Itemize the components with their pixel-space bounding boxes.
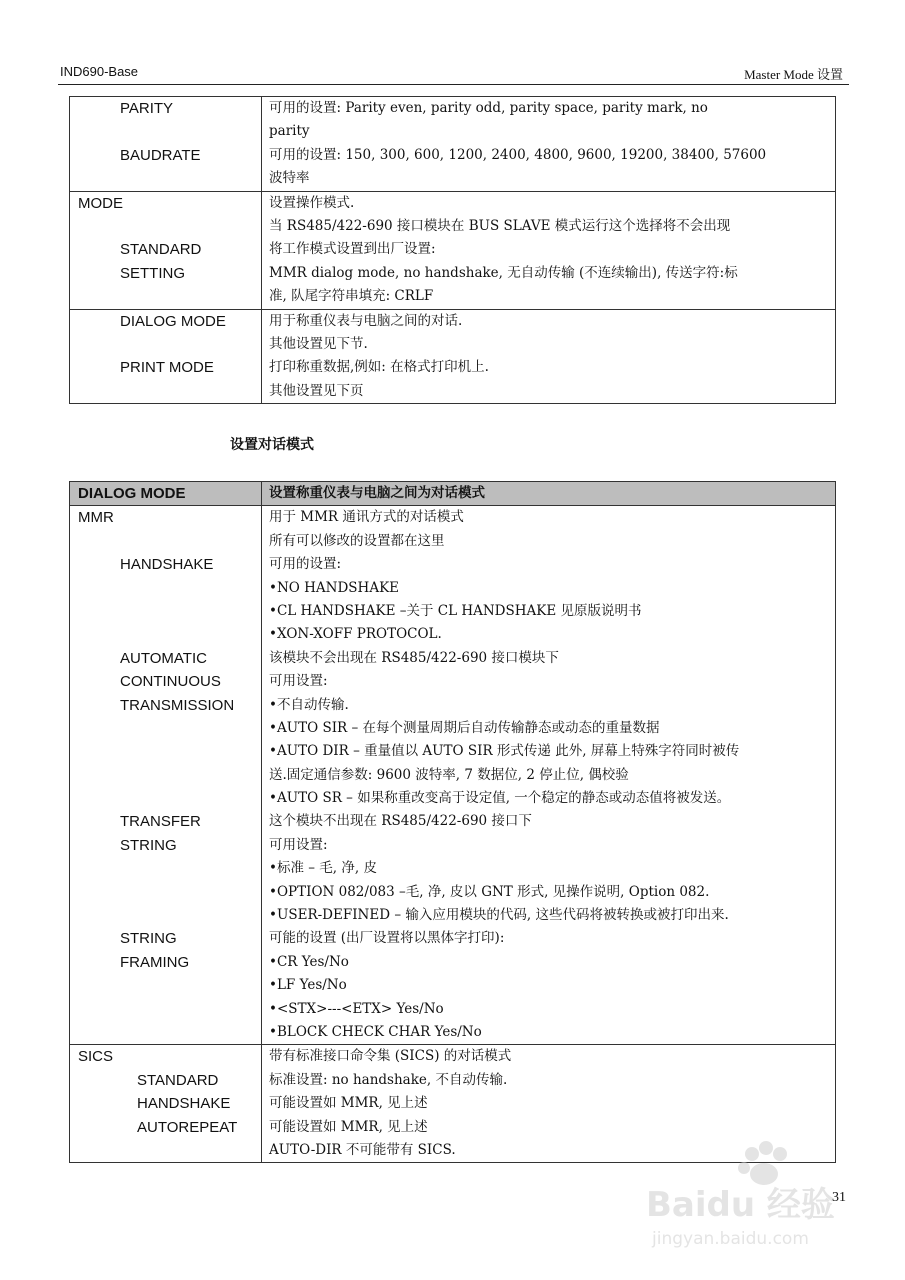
setting-description: •OPTION 082/083 –毛, 净, 皮以 GNT 形式, 见操作说明, Option 082. bbox=[269, 883, 710, 900]
setting-description: 用于 MMR 通讯方式的对话模式 bbox=[269, 509, 464, 526]
page-number: 31 bbox=[832, 1190, 846, 1205]
setting-description: 标准设置: no handshake, 不自动传输. bbox=[269, 1071, 508, 1088]
setting-label bbox=[70, 600, 261, 623]
table-row bbox=[70, 97, 836, 192]
setting-label: AUTOREPEAT bbox=[137, 1118, 238, 1136]
setting-label: DIALOG MODE bbox=[120, 312, 226, 330]
setting-label: MODE bbox=[78, 194, 123, 212]
setting-description: •<STX>---<ETX> Yes/No bbox=[269, 1000, 444, 1017]
setting-label bbox=[70, 577, 261, 600]
header-right: Master Mode 设置 bbox=[744, 67, 843, 82]
setting-label: SICS bbox=[78, 1048, 114, 1066]
setting-label: FRAMING bbox=[120, 953, 190, 971]
setting-description: 这个模块不出现在 RS485/422-690 接口下 bbox=[269, 813, 532, 830]
setting-description: •USER-DEFINED – 输入应用模块的代码, 这些代码将被转换或被打印出来. bbox=[269, 907, 729, 924]
setting-label: STANDARD bbox=[137, 1071, 219, 1089]
setting-description: •CR Yes/No bbox=[269, 953, 349, 970]
setting-label bbox=[70, 740, 261, 763]
setting-description: •AUTO DIR – 重量值以 AUTO SIR 形式传递 此外, 屏幕上特殊字符同时被传 bbox=[269, 743, 740, 760]
setting-description: 可用的设置: 150, 300, 600, 1200, 2400, 4800, 9600, 19200, 38400, 57600 bbox=[269, 146, 767, 163]
setting-description: 可能设置如 MMR, 见上述 bbox=[269, 1118, 428, 1135]
description-cell bbox=[262, 97, 836, 192]
header-rule bbox=[58, 84, 849, 85]
setting-label: MMR bbox=[78, 509, 114, 527]
description-cell bbox=[262, 191, 836, 309]
table-row bbox=[70, 506, 836, 1045]
setting-label: STRING bbox=[120, 930, 177, 948]
setting-label bbox=[70, 904, 261, 927]
setting-description: 送.固定通信参数: 9600 波特率, 7 数据位, 2 停止位, 偶校验 bbox=[269, 766, 629, 783]
table-row bbox=[70, 191, 836, 309]
section-title: 设置对话模式 bbox=[230, 437, 314, 453]
setting-description: 打印称重数据,例如: 在格式打印机上. bbox=[269, 359, 489, 376]
setting-label bbox=[70, 215, 261, 238]
setting-label bbox=[70, 881, 261, 904]
settings-table-serial bbox=[69, 96, 836, 404]
setting-label bbox=[70, 998, 261, 1021]
setting-description: 用于称重仪表与电脑之间的对话. bbox=[269, 312, 463, 329]
setting-label bbox=[70, 530, 261, 553]
baidu-watermark bbox=[640, 1140, 850, 1252]
setting-description: •AUTO SR – 如果称重改变高于设定值, 一个稳定的静态或动态值将被发送。 bbox=[269, 790, 731, 807]
setting-label bbox=[70, 1021, 261, 1044]
setting-label: SETTING bbox=[120, 264, 186, 282]
setting-description: •AUTO SIR – 在每个测量周期后自动传输静态或动态的重量数据 bbox=[269, 719, 660, 736]
header-cell-desc: 设置称重仪表与电脑之间为对话模式 bbox=[269, 485, 485, 501]
setting-description: parity bbox=[269, 123, 310, 140]
setting-description: AUTO-DIR 不可能带有 SICS. bbox=[269, 1141, 456, 1158]
setting-label: HANDSHAKE bbox=[137, 1095, 231, 1113]
setting-label bbox=[70, 857, 261, 880]
setting-description: 可用的设置: bbox=[269, 556, 342, 573]
setting-label: CONTINUOUS bbox=[120, 673, 221, 691]
setting-description: •BLOCK CHECK CHAR Yes/No bbox=[269, 1023, 482, 1040]
setting-description: •NO HANDSHAKE bbox=[269, 579, 400, 596]
setting-label: HANDSHAKE bbox=[120, 556, 214, 574]
watermark-url: jingyan.baidu.com bbox=[652, 1229, 809, 1249]
setting-label: AUTOMATIC bbox=[120, 649, 207, 667]
setting-description: 当 RS485/422-690 接口模块在 BUS SLAVE 模式运行这个选择将不会出现 bbox=[269, 217, 731, 234]
description-cell bbox=[262, 309, 836, 404]
setting-label bbox=[70, 623, 261, 646]
setting-description: 波特率 bbox=[269, 170, 310, 187]
label-cell bbox=[70, 191, 262, 309]
label-cell bbox=[70, 506, 262, 1045]
setting-label: PARITY bbox=[120, 100, 174, 117]
setting-description: 所有可以修改的设置都在这里 bbox=[269, 532, 445, 549]
label-cell bbox=[70, 1045, 262, 1163]
dialog-mode-header-row bbox=[70, 482, 836, 506]
setting-description: 可能设置如 MMR, 见上述 bbox=[269, 1095, 428, 1112]
setting-label bbox=[70, 285, 261, 308]
setting-description: 设置操作模式. bbox=[269, 194, 355, 211]
watermark-brand: Baidu 经验 bbox=[646, 1185, 835, 1225]
setting-description: 可能的设置 (出厂设置将以黑体字打印): bbox=[269, 930, 505, 947]
setting-label: TRANSFER bbox=[120, 813, 201, 831]
setting-description: •CL HANDSHAKE –关于 CL HANDSHAKE 见原版说明书 bbox=[269, 602, 642, 619]
setting-label bbox=[70, 167, 261, 190]
header-left: IND690-Base bbox=[60, 64, 139, 79]
setting-description: 准, 队尾字符串填充: CRLF bbox=[269, 288, 434, 305]
setting-label bbox=[70, 333, 261, 356]
header-cell-label: DIALOG MODE bbox=[78, 485, 186, 502]
setting-label bbox=[70, 120, 261, 143]
label-cell bbox=[70, 309, 262, 404]
setting-label bbox=[70, 1139, 261, 1162]
setting-label: STANDARD bbox=[120, 241, 202, 259]
table-row bbox=[70, 309, 836, 404]
setting-description: 可用设置: bbox=[269, 836, 328, 853]
setting-description: •标准 – 毛, 净, 皮 bbox=[269, 860, 377, 877]
setting-label: PRINT MODE bbox=[120, 359, 214, 377]
setting-description: 带有标准接口命令集 (SICS) 的对话模式 bbox=[269, 1048, 512, 1065]
setting-description: •不自动传输. bbox=[269, 696, 349, 713]
setting-description: 其他设置见下节. bbox=[269, 335, 368, 352]
setting-label: STRING bbox=[120, 836, 177, 854]
label-cell bbox=[70, 97, 262, 192]
setting-label bbox=[70, 717, 261, 740]
setting-description: 将工作模式设置到出厂设置: bbox=[269, 241, 436, 258]
setting-label: BAUDRATE bbox=[120, 146, 201, 164]
setting-description: •XON-XOFF PROTOCOL. bbox=[269, 626, 442, 643]
setting-description: 可用的设置: Parity even, parity odd, parity space, parity mark, no bbox=[269, 100, 708, 116]
setting-description: •LF Yes/No bbox=[269, 977, 347, 994]
dialog-mode-table bbox=[69, 481, 836, 1163]
description-cell bbox=[262, 506, 836, 1045]
setting-description: 可用设置: bbox=[269, 673, 328, 690]
setting-label bbox=[70, 764, 261, 787]
setting-label: TRANSMISSION bbox=[120, 696, 235, 714]
setting-label bbox=[70, 787, 261, 810]
setting-label bbox=[70, 974, 261, 997]
setting-description: 其他设置见下页 bbox=[269, 382, 364, 399]
setting-label bbox=[70, 380, 261, 403]
setting-description: 该模块不会出现在 RS485/422-690 接口模块下 bbox=[269, 649, 559, 666]
setting-description: MMR dialog mode, no handshake, 无自动传输 (不连续输出), 传送字符:标 bbox=[269, 264, 738, 281]
